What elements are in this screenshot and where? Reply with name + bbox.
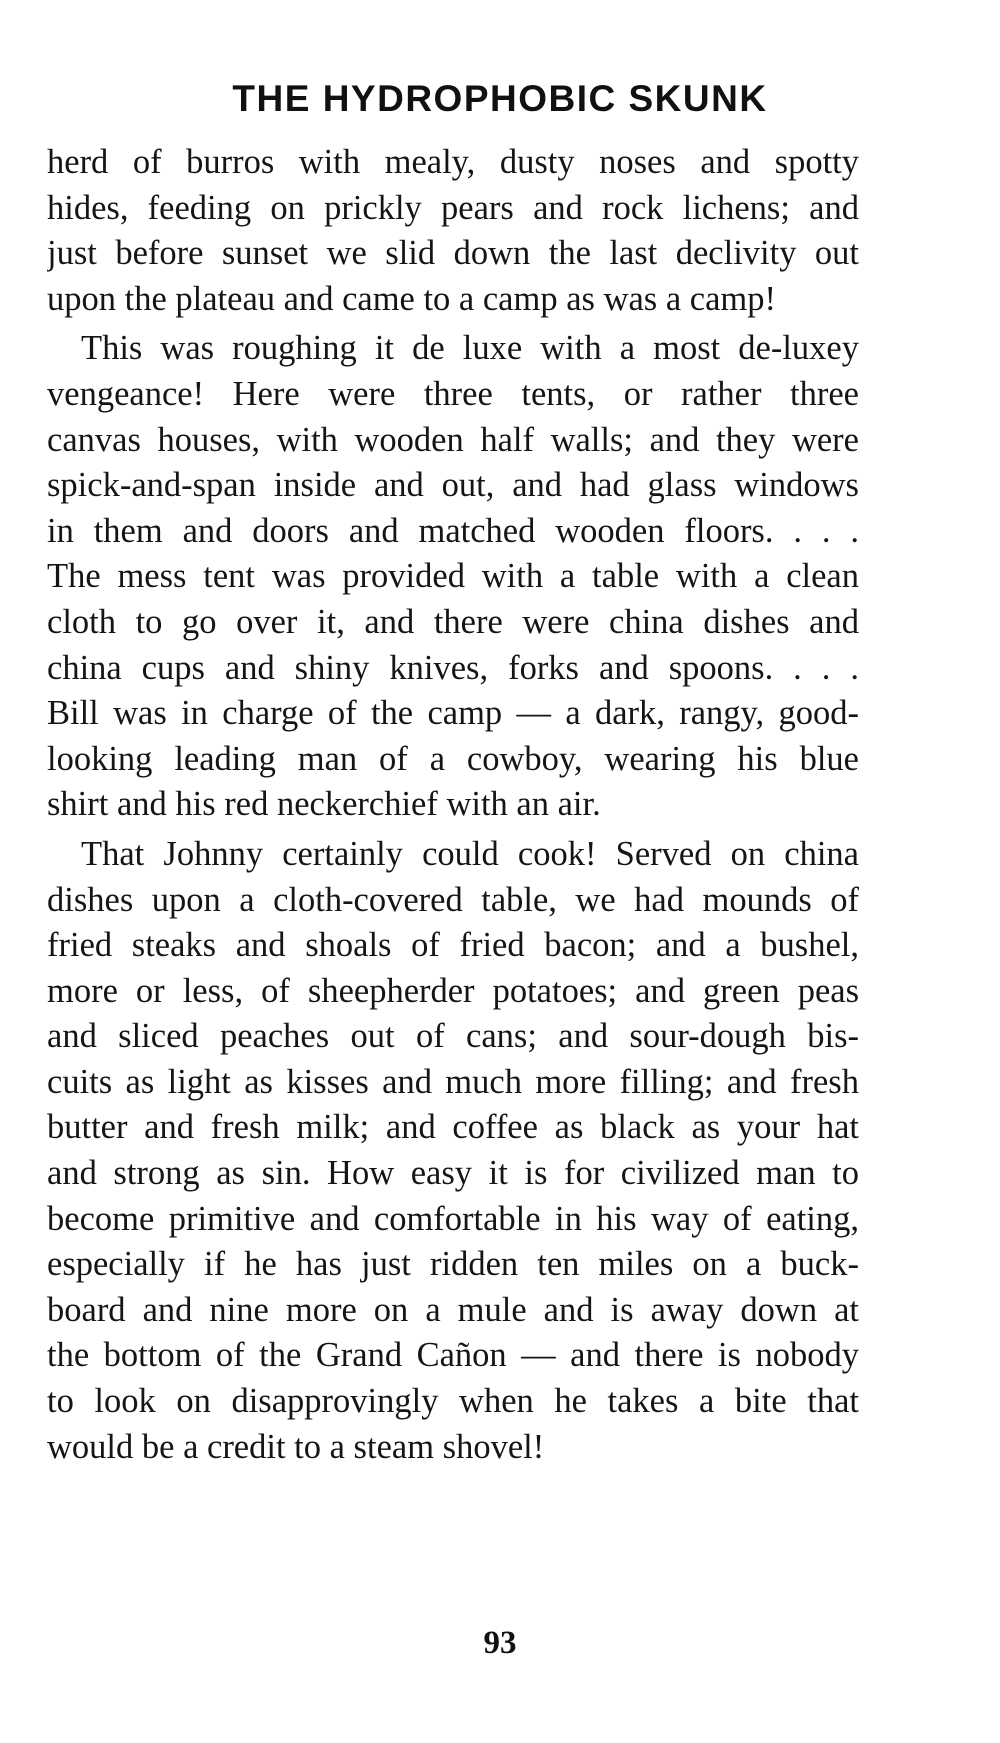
text-line: just before sunset we slid down the last declivity out xyxy=(47,234,859,273)
text-line: herd of burros with mealy, dusty noses and spotty xyxy=(47,143,859,181)
paragraph xyxy=(47,832,859,1470)
text-line: butter and fresh milk; and coffee as black as your hat xyxy=(47,1108,859,1147)
text-line: cloth to go over it, and there were china dishes and xyxy=(47,602,859,641)
text-line: especially if he has just ridden ten miles on a buck- xyxy=(47,1245,859,1284)
text-line: This was roughing it de luxe with a most de-luxey xyxy=(81,329,859,368)
text-line: and strong as sin. How easy it is for civilized man to xyxy=(47,1154,859,1193)
text-line: more or less, of sheepherder potatoes; and green peas xyxy=(47,971,859,1010)
text-line: spick-and-span inside and out, and had glass windows xyxy=(47,466,859,505)
paragraph xyxy=(47,140,859,322)
paragraph xyxy=(47,326,859,828)
text-line: in them and doors and matched wooden floors. . . . xyxy=(47,511,859,550)
text-line: upon the plateau and came to a camp as was a camp! xyxy=(47,279,776,318)
text-line: china cups and shiny knives, forks and spoons. . . . xyxy=(47,648,859,687)
text-line: hides, feeding on prickly pears and rock lichens; and xyxy=(47,188,859,227)
text-line: the bottom of the Grand Cañon — and there is nobody xyxy=(47,1336,859,1375)
page-number: 93 xyxy=(483,1625,517,1661)
text-line: and sliced peaches out of cans; and sour-dough bis- xyxy=(47,1017,859,1056)
text-line: would be a credit to a steam shovel! xyxy=(47,1427,545,1466)
text-line: The mess tent was provided with a table with a clean xyxy=(47,557,859,596)
text-line: board and nine more on a mule and is away down at xyxy=(47,1290,859,1329)
text-line: cuits as light as kisses and much more filling; and fresh xyxy=(47,1062,859,1101)
text-line: dishes upon a cloth-covered table, we had mounds of xyxy=(47,880,859,919)
text-line: Bill was in charge of the camp — a dark, rangy, good- xyxy=(47,694,859,733)
text-line: vengeance! Here were three tents, or rather three xyxy=(47,374,859,413)
text-line: shirt and his red neckerchief with an air. xyxy=(47,785,601,824)
body-text xyxy=(47,140,859,1470)
text-line: become primitive and comfortable in his way of eating, xyxy=(47,1199,859,1238)
text-line: canvas houses, with wooden half walls; and they were xyxy=(47,420,859,459)
running-head: THE HYDROPHOBIC SKUNK xyxy=(232,78,768,119)
text-line: fried steaks and shoals of fried bacon; and a bushel, xyxy=(47,926,859,965)
text-line: looking leading man of a cowboy, wearing his blue xyxy=(47,739,859,778)
text-line: That Johnny certainly could cook! Served on china xyxy=(81,834,859,873)
text-line: to look on disapprovingly when he takes a bite that xyxy=(47,1382,859,1421)
